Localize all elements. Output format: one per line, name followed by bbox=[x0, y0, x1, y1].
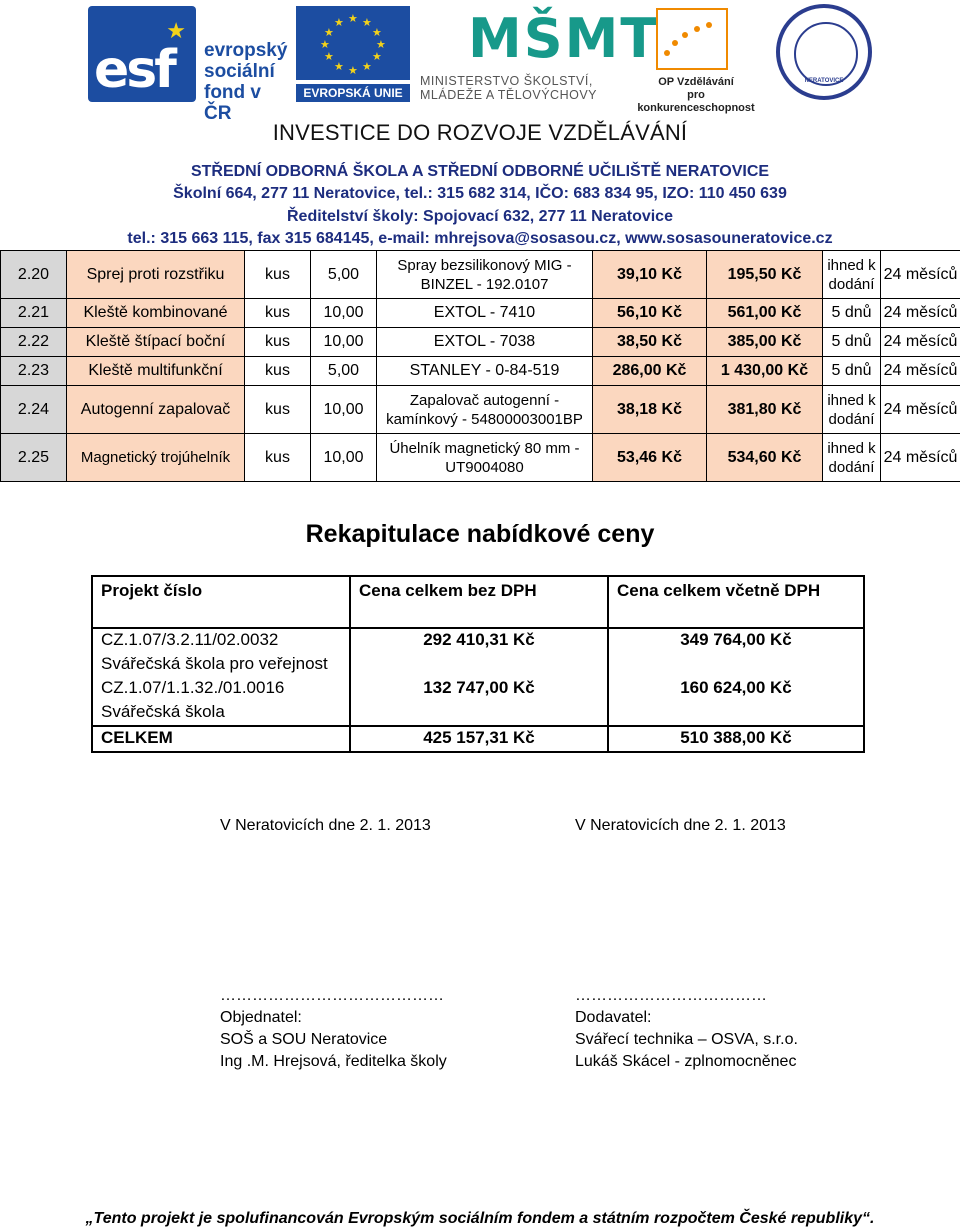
item-num: 2.25 bbox=[1, 434, 67, 482]
table-row bbox=[1, 386, 960, 434]
star-icon: ★ bbox=[166, 18, 186, 43]
recap-total-row bbox=[92, 726, 864, 752]
signature-block-right bbox=[575, 985, 798, 1073]
recap-empty bbox=[350, 653, 608, 677]
recap-empty bbox=[608, 701, 864, 726]
recap-net: 132 747,00 Kč bbox=[350, 677, 608, 701]
item-spec: Spray bezsilikonový MIG - BINZEL - 192.0107 bbox=[377, 251, 593, 299]
opvk-mark-icon bbox=[656, 8, 728, 70]
table-row bbox=[1, 357, 960, 386]
eu-logo bbox=[296, 6, 412, 102]
item-unit: kus bbox=[245, 251, 311, 299]
item-warranty: 24 měsíců bbox=[881, 357, 960, 386]
item-spec: Zapalovač autogenní - kamínkový - 54800003001BP bbox=[377, 386, 593, 434]
place-date-right: V Neratovicích dne 2. 1. 2013 bbox=[575, 817, 786, 834]
item-price: 39,10 Kč bbox=[593, 251, 707, 299]
signature-line: ……………………………… bbox=[575, 987, 767, 1004]
item-name: Kleště kombinované bbox=[67, 299, 245, 328]
item-name: Autogenní zapalovač bbox=[67, 386, 245, 434]
item-total: 534,60 Kč bbox=[707, 434, 823, 482]
school-seal bbox=[776, 4, 872, 100]
school-address: Školní 664, 277 11 Neratovice, tel.: 315 682 314, IČO: 683 834 95, IZO: 110 450 639 bbox=[173, 185, 787, 202]
esf-mark bbox=[88, 6, 196, 102]
item-unit: kus bbox=[245, 386, 311, 434]
investice-heading: INVESTICE DO ROZVOJE VZDĚLÁVÁNÍ bbox=[272, 120, 688, 145]
item-unit: kus bbox=[245, 328, 311, 357]
opvk-line2: pro konkurenceschopnost bbox=[637, 89, 755, 114]
item-price: 53,46 Kč bbox=[593, 434, 707, 482]
item-unit: kus bbox=[245, 299, 311, 328]
table-row bbox=[1, 251, 960, 299]
signature-line: …………………………………… bbox=[220, 987, 444, 1004]
signature-role: Dodavatel: bbox=[575, 1009, 652, 1026]
recap-empty bbox=[608, 653, 864, 677]
logo-strip bbox=[0, 0, 960, 124]
item-qty: 10,00 bbox=[311, 434, 377, 482]
item-total: 385,00 Kč bbox=[707, 328, 823, 357]
item-spec: EXTOL - 7410 bbox=[377, 299, 593, 328]
msmt-logo bbox=[420, 4, 660, 104]
eu-flag-icon: ★ ★ ★ ★ ★ ★ ★ ★ ★ ★ ★ ★ bbox=[296, 6, 410, 80]
item-unit: kus bbox=[245, 434, 311, 482]
item-spec: STANLEY - 0-84-519 bbox=[377, 357, 593, 386]
recap-gross: 349 764,00 Kč bbox=[608, 628, 864, 653]
table-row bbox=[1, 434, 960, 482]
item-name: Sprej proti rozstřiku bbox=[67, 251, 245, 299]
item-total: 381,80 Kč bbox=[707, 386, 823, 434]
item-delivery: 5 dnů bbox=[823, 299, 881, 328]
recap-header-row bbox=[92, 576, 864, 628]
recap-title: Rekapitulace nabídkové ceny bbox=[305, 520, 655, 548]
esf-line1: evropský bbox=[204, 40, 288, 61]
item-spec: EXTOL - 7038 bbox=[377, 328, 593, 357]
esf-line3: fond v ČR bbox=[204, 82, 261, 124]
item-num: 2.22 bbox=[1, 328, 67, 357]
recap-empty bbox=[350, 701, 608, 726]
signature-role: Objednatel: bbox=[220, 1009, 302, 1026]
recap-header-net: Cena celkem bez DPH bbox=[350, 576, 608, 628]
signature-org: Svářecí technika – OSVA, s.r.o. bbox=[575, 1031, 798, 1048]
recap-total-net: 425 157,31 Kč bbox=[350, 726, 608, 752]
msmt-line2: MLÁDEŽE A TĚLOVÝCHOVY bbox=[420, 88, 597, 102]
esf-logo bbox=[88, 6, 288, 124]
recap-net: 292 410,31 Kč bbox=[350, 628, 608, 653]
item-num: 2.24 bbox=[1, 386, 67, 434]
signature-person: Ing .M. Hrejsová, ředitelka školy bbox=[220, 1053, 447, 1070]
item-delivery: 5 dnů bbox=[823, 357, 881, 386]
esf-line2: sociální bbox=[204, 61, 275, 82]
item-qty: 10,00 bbox=[311, 299, 377, 328]
place-date-left: V Neratovicích dne 2. 1. 2013 bbox=[220, 817, 431, 834]
item-qty: 10,00 bbox=[311, 328, 377, 357]
item-num: 2.23 bbox=[1, 357, 67, 386]
msmt-mark: MŠMT bbox=[468, 7, 660, 70]
item-qty: 5,00 bbox=[311, 357, 377, 386]
table-row bbox=[92, 653, 864, 677]
item-name: Kleště štípací boční bbox=[67, 328, 245, 357]
table-row bbox=[1, 328, 960, 357]
item-num: 2.21 bbox=[1, 299, 67, 328]
msmt-line1: MINISTERSTVO ŠKOLSTVÍ, bbox=[420, 74, 593, 88]
item-price: 286,00 Kč bbox=[593, 357, 707, 386]
item-price: 38,18 Kč bbox=[593, 386, 707, 434]
item-name: Kleště multifunkční bbox=[67, 357, 245, 386]
item-spec: Úhelník magnetický 80 mm - UT9004080 bbox=[377, 434, 593, 482]
eu-label: EVROPSKÁ UNIE bbox=[296, 84, 410, 102]
signature-org: SOŠ a SOU Neratovice bbox=[220, 1031, 388, 1048]
opvk-logo bbox=[630, 8, 762, 114]
seal-text: NERATOVICE bbox=[804, 78, 844, 84]
item-delivery: ihned k dodání bbox=[823, 251, 881, 299]
table-row bbox=[1, 299, 960, 328]
esf-text bbox=[204, 40, 288, 124]
msmt-text bbox=[420, 74, 624, 102]
item-warranty: 24 měsíců bbox=[881, 299, 960, 328]
table-row bbox=[92, 628, 864, 653]
item-price: 38,50 Kč bbox=[593, 328, 707, 357]
item-name: Magnetický trojúhelník bbox=[67, 434, 245, 482]
esf-mark-text: esf bbox=[94, 40, 174, 100]
school-name: STŘEDNÍ ODBORNÁ ŠKOLA A STŘEDNÍ ODBORNÉ UČILIŠTĚ NERATOVICE bbox=[190, 163, 770, 180]
recap-header-gross: Cena celkem včetně DPH bbox=[608, 576, 864, 628]
item-price: 56,10 Kč bbox=[593, 299, 707, 328]
item-warranty: 24 měsíců bbox=[881, 434, 960, 482]
item-warranty: 24 měsíců bbox=[881, 386, 960, 434]
opvk-line1: OP Vzdělávání bbox=[658, 76, 734, 88]
recap-project: CZ.1.07/1.1.32./01.0016 bbox=[92, 677, 350, 701]
seal-inner-icon bbox=[794, 22, 858, 86]
recap-header-project: Projekt číslo bbox=[92, 576, 350, 628]
recap-project-subtitle: Svářečská škola bbox=[92, 701, 350, 726]
recap-table bbox=[91, 575, 865, 753]
recap-project: CZ.1.07/3.2.11/02.0032 bbox=[92, 628, 350, 653]
recap-total-label: CELKEM bbox=[92, 726, 350, 752]
item-qty: 5,00 bbox=[311, 251, 377, 299]
item-total: 561,00 Kč bbox=[707, 299, 823, 328]
table-row bbox=[92, 677, 864, 701]
item-num: 2.20 bbox=[1, 251, 67, 299]
item-warranty: 24 měsíců bbox=[881, 328, 960, 357]
table-row bbox=[92, 701, 864, 726]
item-total: 1 430,00 Kč bbox=[707, 357, 823, 386]
item-unit: kus bbox=[245, 357, 311, 386]
opvk-text bbox=[630, 76, 762, 115]
school-contact: tel.: 315 663 115, fax 315 684145, e-mail: mhrejsova@sosasou.cz, www.sosasouneratovice.cz bbox=[127, 230, 833, 247]
item-delivery: ihned k dodání bbox=[823, 386, 881, 434]
footer-note: „Tento projekt je spolufinancován Evropským sociálním fondem a státním rozpočtem České republiky“. bbox=[85, 1210, 875, 1227]
recap-project-subtitle: Svářečská škola pro veřejnost bbox=[92, 653, 350, 677]
recap-gross: 160 624,00 Kč bbox=[608, 677, 864, 701]
signature-block-left bbox=[220, 985, 447, 1073]
item-delivery: ihned k dodání bbox=[823, 434, 881, 482]
item-total: 195,50 Kč bbox=[707, 251, 823, 299]
item-warranty: 24 měsíců bbox=[881, 251, 960, 299]
school-directorate: Ředitelství školy: Spojovací 632, 277 11 Neratovice bbox=[287, 208, 673, 225]
items-table bbox=[0, 250, 960, 482]
item-qty: 10,00 bbox=[311, 386, 377, 434]
item-delivery: 5 dnů bbox=[823, 328, 881, 357]
recap-total-gross: 510 388,00 Kč bbox=[608, 726, 864, 752]
signature-person: Lukáš Skácel - zplnomocněnec bbox=[575, 1053, 797, 1070]
